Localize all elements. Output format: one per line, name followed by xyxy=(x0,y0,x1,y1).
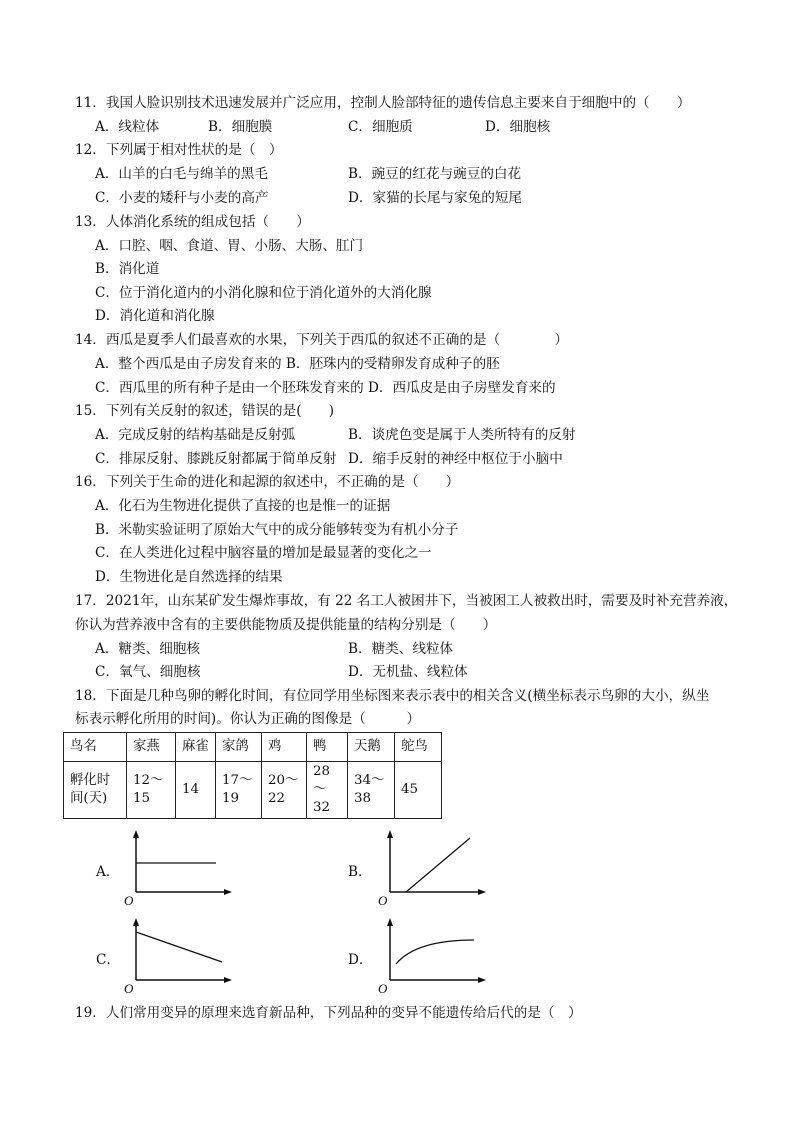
q12-option-c: C．小麦的矮秆与小麦的高产 xyxy=(95,190,269,206)
q17-option-d: D．无机盐、线粒体 xyxy=(348,664,468,680)
q12-option-a: A．山羊的白毛与绵羊的黑毛 xyxy=(95,166,268,182)
graph-a-origin: O xyxy=(124,893,134,908)
q16-option-c: C．在人类进化过程中脑容量的增加是最显著的变化之一 xyxy=(95,545,432,561)
q17-stem-line1: 17．2021年，山东某矿发生爆炸事故，有 22 名工人被困井下，当被困工人被救出时，需要及时补充营养液， xyxy=(75,593,738,609)
q19-stem: 19．人们常用变异的原理来选育新品种，下列品种的变异不能遗传给后代的是（ ） xyxy=(75,1005,582,1021)
q14-options-cd: C．西瓜里的所有种子是由一个胚珠发育来的 D．西瓜皮是由子房壁发育来的 xyxy=(95,380,556,396)
graph-c-label: C． xyxy=(96,952,120,968)
graph-a-y-arrow xyxy=(133,830,139,838)
table-cell: 28～ 32 xyxy=(307,762,348,819)
graph-c-origin: O xyxy=(124,981,134,996)
q12-stem: 12．下列属于相对性状的是（ ） xyxy=(75,142,283,158)
graph-d xyxy=(376,918,486,996)
graph-d-curve xyxy=(396,940,474,964)
q17-option-c: C．氧气、细胞核 xyxy=(95,664,201,680)
q11-option-b: B．细胞膜 xyxy=(208,119,273,135)
q15-option-a: A．完成反射的结构基础是反射弧 xyxy=(95,427,296,443)
table-cell: 34～ 38 xyxy=(348,762,395,819)
q13-option-b: B．消化道 xyxy=(95,261,160,277)
graph-c-y-arrow xyxy=(133,918,139,926)
graph-d-origin: O xyxy=(378,981,388,996)
graph-d-label: D． xyxy=(348,952,373,968)
graph-a-label: A． xyxy=(96,864,120,880)
graph-c-x-arrow xyxy=(224,977,232,983)
q16-stem: 16．下列关于生命的进化和起源的叙述中，不正确的是（ ） xyxy=(75,474,460,490)
q13-stem: 13．人体消化系统的组成包括（ ） xyxy=(75,214,310,230)
hatching-time-table xyxy=(63,732,442,819)
q14-options-ab: A．整个西瓜是由子房发育来的 B．胚珠内的受精卵发育成种子的胚 xyxy=(95,356,500,372)
graph-b-y-arrow xyxy=(387,830,393,838)
q15-option-b: B．谈虎色变是属于人类所特有的反射 xyxy=(348,427,576,443)
q17-stem-line2: 你认为营养液中含有的主要供能物质及提供能量的结构分别是（ ） xyxy=(75,617,497,633)
graph-a xyxy=(122,830,232,908)
q13-option-a: A．口腔、咽、食道、胃、小肠、大肠、肛门 xyxy=(95,238,364,254)
graph-b-x-arrow xyxy=(478,889,486,895)
table-header-cell: 鸡 xyxy=(262,733,307,762)
table-header-cell: 鸭 xyxy=(307,733,348,762)
table-row xyxy=(64,762,442,819)
graph-c-curve xyxy=(136,932,222,962)
q16-option-b: B．米勒实验证明了原始大气中的成分能够转变为有机小分子 xyxy=(95,522,459,538)
q12-option-d: D．家猫的长尾与家兔的短尾 xyxy=(348,190,523,206)
graph-c xyxy=(122,918,232,996)
table-cell: 20～ 22 xyxy=(262,762,307,819)
q16-option-a: A．化石为生物进化提供了直接的也是惟一的证据 xyxy=(95,498,391,514)
q11-option-a: A．线粒体 xyxy=(95,119,160,135)
table-header-cell: 麻雀 xyxy=(176,733,216,762)
q15-option-d: D．缩手反射的神经中枢位于小脑中 xyxy=(348,451,563,467)
graph-b xyxy=(376,830,486,908)
table-header-cell: 家燕 xyxy=(127,733,176,762)
q16-option-d: D．生物进化是自然选择的结果 xyxy=(95,569,283,585)
table-header-cell: 家鸽 xyxy=(216,733,262,762)
graph-d-y-arrow xyxy=(387,918,393,926)
q12-option-b: B．豌豆的红花与豌豆的白花 xyxy=(348,166,522,182)
graph-d-x-arrow xyxy=(478,977,486,983)
table-cell: 45 xyxy=(395,762,442,819)
q13-option-c: C．位于消化道内的小消化腺和位于消化道外的大消化腺 xyxy=(95,285,432,301)
q14-stem: 14．西瓜是夏季人们最喜欢的水果，下列关于西瓜的叙述不正确的是（ ） xyxy=(75,332,569,348)
q17-option-b: B．糖类、线粒体 xyxy=(348,641,454,657)
table-header-cell: 鸟名 xyxy=(64,733,127,762)
q13-option-d: D．消化道和消化腺 xyxy=(95,308,215,324)
table-cell: 12～ 15 xyxy=(127,762,176,819)
table-header-row xyxy=(64,733,442,762)
table-cell: 14 xyxy=(176,762,216,819)
q11-option-c: C．细胞质 xyxy=(348,119,413,135)
graph-a-x-arrow xyxy=(224,889,232,895)
q18-stem-line1: 18．下面是几种鸟卵的孵化时间，有位同学用坐标图来表示表中的相关含义(横坐标表示鸟卵的大小，纵坐 xyxy=(75,688,710,704)
q18-stem-line2: 标表示孵化所用的时间)。你认为正确的图像是（ ） xyxy=(75,711,421,727)
graph-b-origin: O xyxy=(378,893,388,908)
q11-option-d: D．细胞核 xyxy=(485,119,551,135)
q11-stem: 11．我国人脸识别技术迅速发展并广泛应用，控制人脸部特征的遗传信息主要来自于细胞中的（ ） xyxy=(75,95,691,111)
graph-b-label: B． xyxy=(348,864,372,880)
table-row-label: 孵化时 间(天) xyxy=(64,762,127,819)
table-header-cell: 鸵鸟 xyxy=(395,733,442,762)
table-header-cell: 天鹅 xyxy=(348,733,395,762)
graph-b-curve xyxy=(406,838,470,892)
q15-stem: 15．下列有关反射的叙述，错误的是( ) xyxy=(75,403,334,419)
table-cell: 17～ 19 xyxy=(216,762,262,819)
q17-option-a: A．糖类、细胞核 xyxy=(95,641,200,657)
q15-option-c: C．排尿反射、膝跳反射都属于简单反射 xyxy=(95,451,337,467)
